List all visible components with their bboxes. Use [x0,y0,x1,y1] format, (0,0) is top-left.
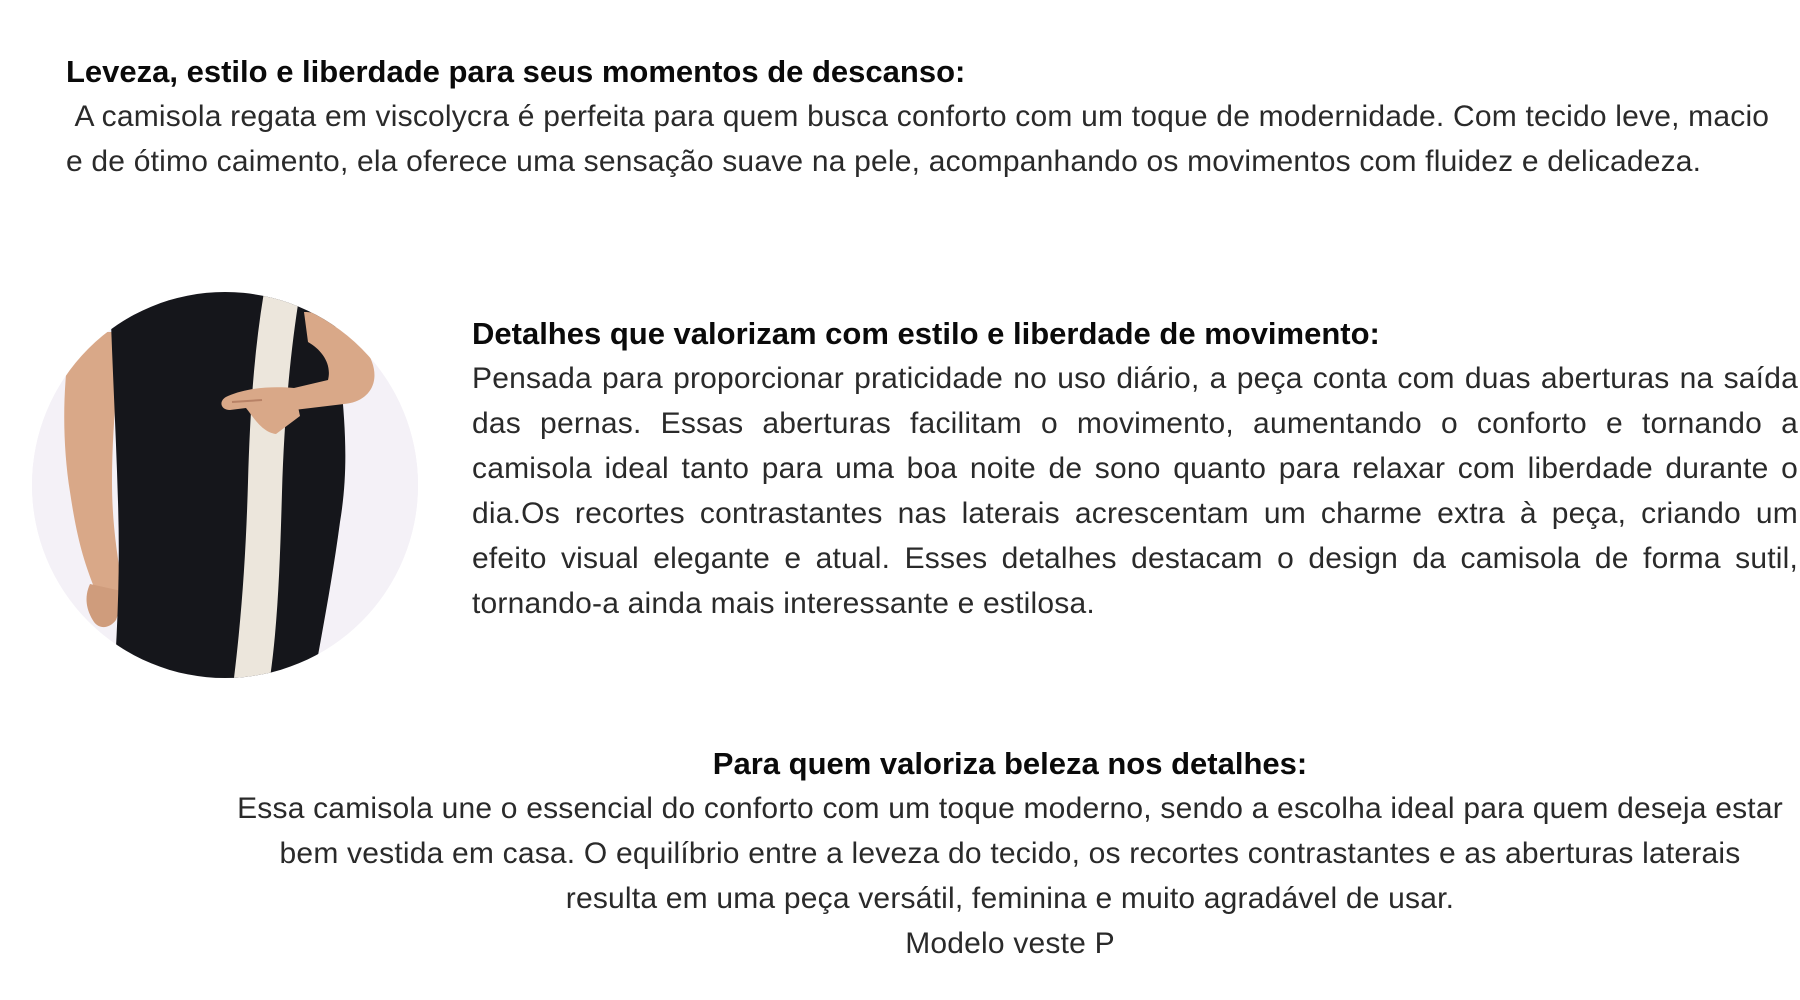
closing-heading: Para quem valoriza beleza nos detalhes: [712,746,1308,781]
model-size-note: Modelo veste P [905,927,1115,960]
details-paragraph: Pensada para proporcionar praticidade no uso diário, a peça conta com duas aberturas na saída das pernas. Essas aberturas facilitam o movimento, aumentando o conforto e tornando a camisola ideal tanto para uma boa noite de sono quanto para relaxar com liberdade durante o dia.Os recortes contrastantes nas laterais acrescentam um charme extra à peça, criando um efeito visual elegante e atual. Esses detalhes destacam o design da camisola de forma sutil, tornando-a ainda mais interessante e estilosa. [472,362,1798,620]
intro-section [66,50,1786,184]
details-heading: Detalhes que valorizam com estilo e liberdade de movimento: [472,316,1380,351]
product-photo [32,292,418,678]
details-section [472,312,1798,626]
intro-heading: Leveza, estilo e liberdade para seus momentos de descanso: [66,54,966,89]
closing-paragraph: Essa camisola une o essencial do conforto com um toque moderno, sendo a escolha ideal para quem deseja estar bem vestida em casa. O equilíbrio entre a leveza do tecido, os recortes contrastantes e as aberturas laterais resulta em uma peça versátil, feminina e muito agradável de usar. [237,792,1783,915]
closing-section [230,742,1790,966]
intro-paragraph: A camisola regata em viscolycra é perfeita para quem busca conforto com um toque de modernidade. Com tecido leve, macio e de ótimo caimento, ela oferece uma sensação suave na pele, acompanhando os movimentos com fluidez e delicadeza. [66,100,1778,178]
